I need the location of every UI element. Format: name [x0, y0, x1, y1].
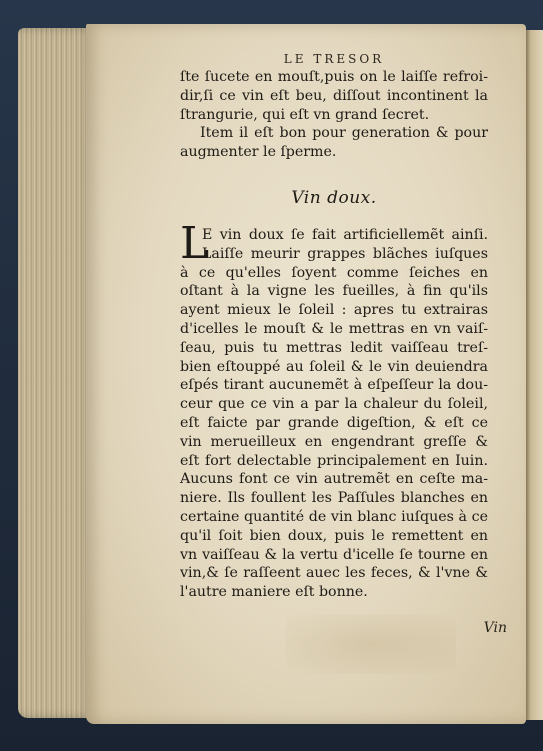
facing-page-edge — [524, 30, 543, 720]
water-stain — [286, 614, 456, 674]
page-text — [180, 52, 488, 602]
text-line: ſtrangurie, qui eſt vn grand ſecret. — [180, 106, 430, 123]
text-line: niere. Ils foullent les Paſſules blanches en — [180, 490, 488, 507]
text-line: à ce qu'elles ſoyent comme ſeiches en — [180, 264, 488, 281]
catchword: Vin — [483, 620, 507, 636]
text-line: Item il eſt bon pour generation & pour — [200, 125, 488, 142]
text-line: ayent mieux le ſoleil : apres tu extrairas — [180, 302, 488, 319]
text-line: vn vaiſſeau & la vertu d'icelle ſe tourne en — [180, 546, 488, 563]
text-line: Laiſſe meurir grappes blãches iuſques — [202, 245, 488, 262]
text-line: l'autre maniere eſt bonne. — [180, 584, 368, 601]
text-line: certaine quantité de vin blanc iuſques à ce — [180, 508, 488, 525]
text-line: vin,& ſe raſſeent auec les feces, & l'vne & — [180, 565, 488, 582]
main-paragraph — [180, 217, 488, 602]
intro-paragraph — [180, 68, 488, 162]
text-line: eſpés tirant aucunemẽt à eſpeſſeur la dou- — [180, 377, 488, 394]
text-line: eſt faicte par grande digeſtion, & eſt ce — [180, 414, 488, 431]
page-edges — [18, 28, 94, 718]
text-line: oſtant à la vigne les fueilles, à fin qu'ils — [180, 283, 488, 300]
section-title: Vin doux. — [291, 187, 377, 208]
text-line: qu'il ſoit bien doux, puis le remettent en — [180, 527, 488, 544]
drop-cap: L — [180, 217, 210, 269]
text-line: dir,ſi ce vin eſt beu, diſſout incontinent la — [180, 87, 488, 104]
text-line: E vin doux ſe fait artificiellemẽt ainſi. — [202, 226, 488, 243]
text-line: augmenter le ſperme. — [180, 144, 337, 161]
text-line: ceur que ce vin a par la chaleur du ſoleil, — [180, 396, 488, 413]
text-line: bien eſtouppé au ſoleil & le vin deuiendra — [180, 358, 488, 375]
text-line: ſte ſucete en mouſt,puis on le laiſſe refroi- — [180, 69, 488, 85]
text-line: eſt fort delectable principalement en Iuin. — [180, 452, 488, 469]
text-line: vin merueilleux en engendrant greſſe & — [180, 433, 488, 450]
text-line: d'icelles le mouſt & le mettras en vn vaiſ- — [180, 320, 488, 337]
text-line: Aucuns font ce vin autremẽt en ceſte ma- — [180, 471, 488, 488]
running-head: LE TRESOR — [283, 52, 385, 66]
text-line: ſeau, puis tu mettras ledit vaiſſeau treſ- — [180, 339, 488, 356]
